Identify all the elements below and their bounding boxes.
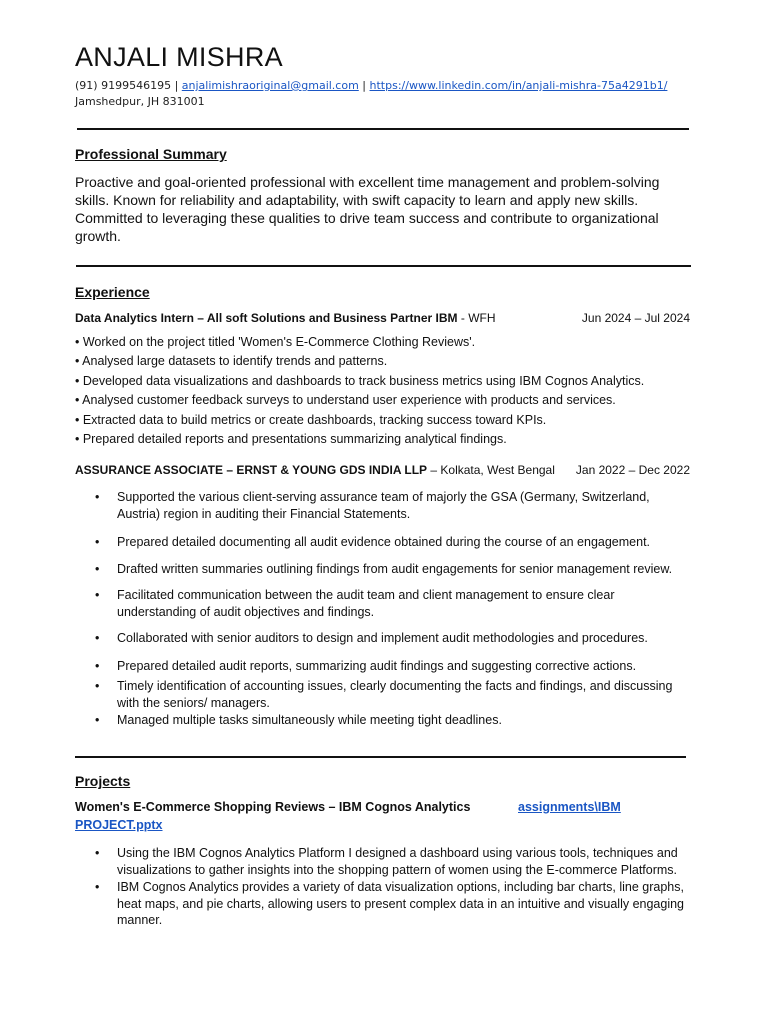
address: Jamshedpur, JH 831001	[75, 95, 205, 108]
email-link[interactable]: anjalimishraoriginal@gmail.com	[181, 79, 359, 92]
list-item: • Prepared detailed reports and presentations summarizing analytical findings.	[75, 432, 507, 447]
list-item: • Prepared detailed audit reports, summarizing audit findings and suggesting corrective actions.	[95, 658, 685, 675]
project-file-link[interactable]: assignments\IBM	[518, 800, 621, 814]
job-dates: Jan 2022 – Dec 2022	[575, 463, 690, 477]
list-item: • Extracted data to build metrics or create dashboards, tracking success toward KPIs.	[75, 412, 547, 427]
linkedin-link[interactable]: https://www.linkedin.com/in/anjali-mishra-75a4291b1/	[369, 79, 668, 92]
experience-heading: Experience	[75, 284, 150, 300]
contact-separator: |	[362, 79, 367, 92]
list-item: • Managed multiple tasks simultaneously while meeting tight deadlines.	[95, 712, 685, 729]
list-item: • Developed data visualizations and dashboards to track business metrics using IBM Cognos Analytics.	[75, 373, 645, 388]
list-item: • Drafted written summaries outlining findings from audit engagements for senior management review.	[95, 561, 685, 578]
job-role: ASSURANCE ASSOCIATE – ERNST & YOUNG GDS INDIA LLP	[75, 463, 428, 477]
summary-divider	[76, 265, 691, 267]
project-title: Women's E-Commerce Shopping Reviews – IBM Cognos Analytics	[75, 800, 471, 814]
list-item: • Facilitated communication between the audit team and client management to ensure clear understanding of audit objectives and findings.	[95, 587, 685, 620]
header-divider	[77, 128, 689, 130]
project-bullets	[95, 845, 685, 929]
list-item: • IBM Cognos Analytics provides a variety of data visualization options, including bar charts, line graphs, heat maps, and pie charts, allowing users to present complex data in an intuitive and visually engaging manner.	[95, 879, 685, 929]
job-title-intern	[75, 311, 496, 325]
list-item: • Timely identification of accounting issues, clearly documenting the facts and findings, and discussing with the seniors/ managers.	[95, 678, 685, 711]
candidate-name: ANJALI MISHRA	[75, 42, 283, 72]
projects-heading: Projects	[75, 773, 131, 789]
summary-heading: Professional Summary	[75, 146, 227, 162]
job-dates: Jun 2024 – Jul 2024	[581, 311, 690, 325]
list-item: • Prepared detailed documenting all audit evidence obtained during the course of an engagement.	[95, 534, 685, 551]
summary-text: Proactive and goal-oriented professional with excellent time management and problem-solving skills. Known for reliability and adaptability, with swift capacity to learn and apply new skills. Committed to leveraging these qualities to drive team success and contribute to organizational growth.	[75, 174, 660, 244]
assurance-bullets	[95, 489, 685, 729]
job-location: - WFH	[457, 311, 496, 325]
project-file-link[interactable]: PROJECT.pptx	[75, 818, 163, 832]
list-item: • Collaborated with senior auditors to design and implement audit methodologies and procedures.	[95, 630, 685, 647]
job-title-assurance	[75, 463, 555, 477]
list-item: • Supported the various client-serving assurance team of majorly the GSA (Germany, Switzerland, Austria) region in auditing their Financial Statements.	[95, 489, 685, 522]
list-item: • Worked on the project titled 'Women's E-Commerce Clothing Reviews'.	[75, 335, 476, 349]
list-item: • Using the IBM Cognos Analytics Platform I designed a dashboard using various tools, techniques and visualizations to gather insights into the shopping pattern of women using the E-commerce Platforms.	[95, 845, 685, 878]
list-item: • Analysed customer feedback surveys to understand user experience with products and services.	[75, 393, 616, 408]
contact-line	[75, 79, 667, 92]
job-role: Data Analytics Intern – All soft Solutions and Business Partner IBM	[75, 311, 458, 325]
job-location: – Kolkata, West Bengal	[427, 463, 555, 477]
experience-divider	[75, 756, 686, 758]
intern-bullets	[75, 333, 644, 449]
phone-number: (91) 9199546195	[75, 79, 172, 92]
list-item: • Analysed large datasets to identify trends and patterns.	[75, 354, 388, 369]
contact-separator: |	[174, 79, 179, 92]
